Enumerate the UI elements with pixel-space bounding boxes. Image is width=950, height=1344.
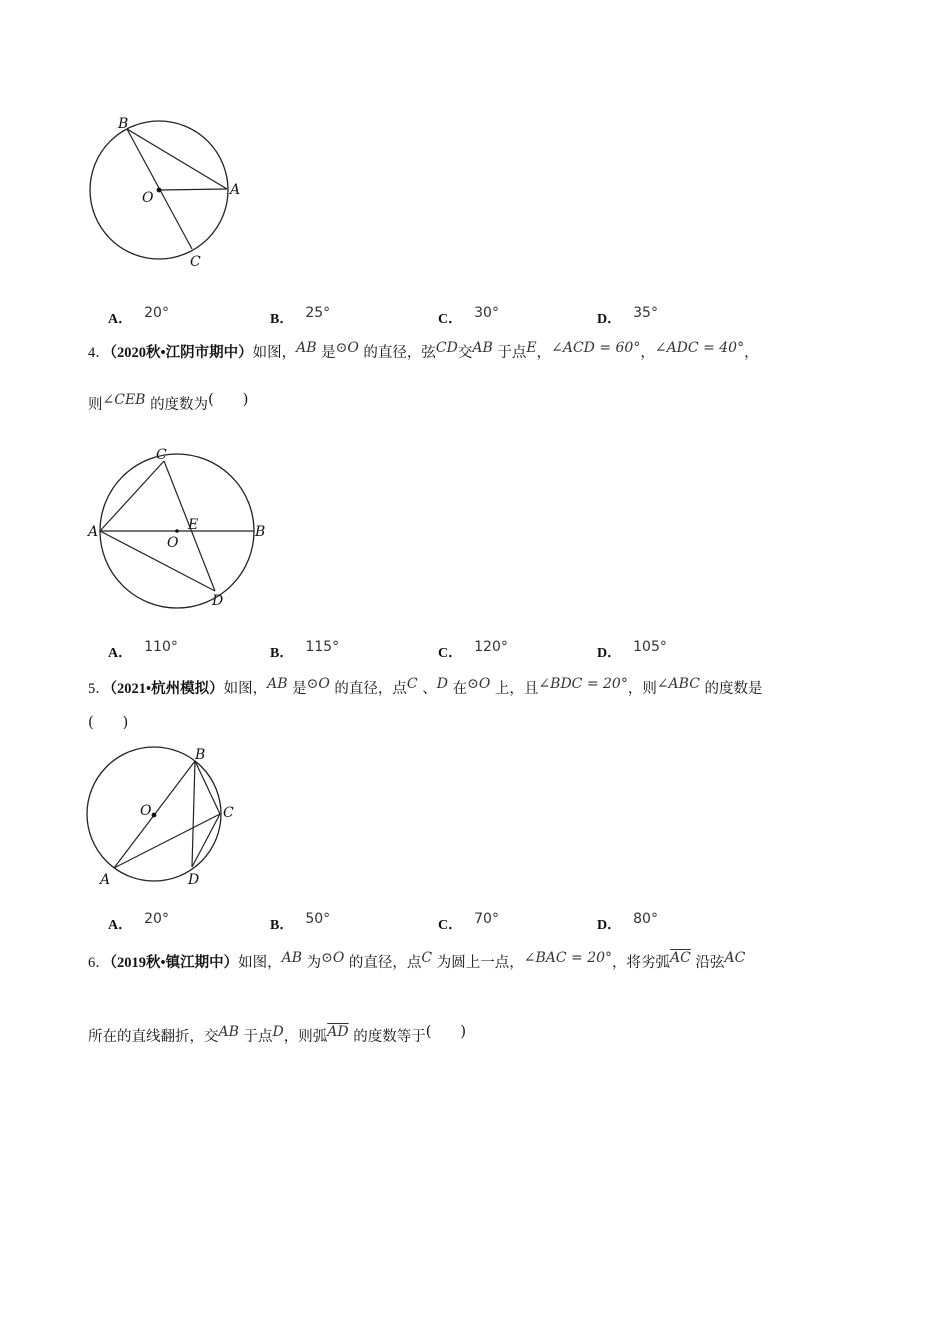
text: 所在的直线翻折，交 — [88, 1029, 219, 1045]
question-number: 5． — [88, 681, 110, 697]
choice-value: 105° — [633, 639, 667, 655]
q5-center-dot — [152, 813, 157, 818]
choice-label: A． — [108, 918, 133, 933]
text: ， — [744, 345, 759, 361]
q5-label-B: B — [195, 747, 206, 763]
math: AB — [267, 676, 288, 692]
text: 为 — [306, 955, 322, 971]
text: 、 — [422, 681, 437, 697]
text: 的直径，点 — [334, 681, 407, 697]
question-source: （2019秋•镇江期中） — [109, 955, 239, 971]
text: 则 — [88, 397, 103, 413]
q6-stem-line1 — [88, 952, 868, 974]
q4-label-O: O — [167, 535, 179, 551]
math: ∠BDC = 20° — [538, 676, 628, 692]
choice-value: 70° — [474, 911, 499, 927]
choice-value: 50° — [305, 911, 331, 927]
text: ，则 — [627, 681, 657, 697]
choice-label: B． — [270, 918, 294, 933]
text: 为圆上一点， — [436, 955, 524, 971]
q4-choices — [108, 639, 808, 666]
choice-label: B． — [270, 646, 294, 661]
choice-value: 20° — [144, 305, 169, 321]
q4-segment-AD — [100, 531, 215, 591]
choice-value: 120° — [474, 639, 508, 655]
q4-stem-line1 — [88, 342, 868, 364]
math: C — [406, 676, 418, 692]
choice-label: A． — [108, 646, 133, 661]
q3-choice-c[interactable] — [438, 305, 499, 328]
q3-center-dot — [157, 188, 162, 193]
text: 如图， — [223, 681, 268, 697]
math: ⊙O — [306, 676, 330, 692]
choice-value: 20° — [144, 911, 169, 927]
choice-label: A． — [108, 312, 133, 327]
q5-choice-a[interactable] — [108, 911, 169, 934]
q3-segment-BA — [127, 129, 227, 189]
q3-label-O: O — [142, 190, 154, 206]
question-source: （2020秋•江阴市期中） — [109, 345, 253, 361]
q4-label-A: A — [88, 524, 99, 540]
q5-label-A: A — [100, 872, 111, 888]
math: AB — [296, 340, 317, 356]
math: D — [272, 1024, 284, 1040]
text: ，则弧 — [283, 1029, 328, 1045]
math: ∠ADC = 40° — [654, 340, 745, 356]
choice-value: 80° — [633, 911, 658, 927]
q4-center-dot — [175, 529, 179, 533]
q4-label-C: C — [156, 447, 167, 463]
answer-blank: ( ) — [208, 392, 249, 408]
q5-choice-b[interactable] — [270, 911, 331, 934]
text: 的度数为 — [150, 397, 209, 413]
q5-choice-c[interactable] — [438, 911, 499, 934]
answer-blank: ( ) — [88, 715, 129, 731]
q3-label-A: A — [230, 182, 241, 198]
text: 在 — [452, 681, 468, 697]
math: ∠ACD = 60° — [551, 340, 641, 356]
q4-label-B: B — [255, 524, 266, 540]
q5-segment-BC — [195, 761, 220, 814]
math: C — [421, 950, 433, 966]
math: CD — [435, 340, 458, 356]
math: ∠BAC = 20° — [523, 950, 613, 966]
text: 沿弦 — [695, 955, 725, 971]
text: 的度数是 — [704, 681, 763, 697]
math-arc: $\overline{AC}$ — [670, 950, 691, 966]
math: ⊙O — [321, 950, 345, 966]
choice-value: 30° — [474, 305, 499, 321]
text: 的度数等于 — [353, 1029, 426, 1045]
question-number: 4． — [88, 345, 110, 361]
math: ∠ABC — [656, 676, 700, 692]
q5-figure — [84, 742, 254, 892]
q5-stem-line1 — [88, 678, 868, 700]
text: ，将劣弧 — [612, 955, 671, 971]
text: 于点 — [243, 1029, 273, 1045]
math: D — [436, 676, 448, 692]
q6-stem-line2 — [88, 1026, 868, 1048]
text: 的直径，点 — [348, 955, 422, 971]
q4-choice-a[interactable] — [108, 639, 178, 662]
math: ∠CEB — [102, 392, 146, 408]
question-number: 6． — [88, 955, 110, 971]
text: 交 — [457, 345, 473, 361]
q3-choice-d[interactable] — [597, 305, 658, 328]
q4-label-D: D — [212, 593, 224, 609]
q5-choice-d[interactable] — [597, 911, 658, 934]
choice-label: D． — [597, 646, 622, 661]
q5-label-D: D — [188, 872, 200, 888]
q3-label-B: B — [118, 116, 129, 132]
math: AC — [724, 950, 746, 966]
q5-label-O: O — [140, 803, 152, 819]
math: AB — [281, 950, 302, 966]
q4-choice-b[interactable] — [270, 639, 340, 662]
q4-figure — [86, 445, 271, 610]
q4-choice-d[interactable] — [597, 639, 667, 662]
choice-value: 35° — [633, 305, 658, 321]
text: ， — [640, 345, 655, 361]
text: 如图， — [252, 345, 297, 361]
text: 于点 — [497, 345, 527, 361]
text: ， — [536, 345, 552, 361]
choice-label: C． — [438, 646, 463, 661]
question-source: （2021•杭州模拟） — [109, 681, 224, 697]
q3-segment-OA — [159, 189, 227, 190]
choice-label: D． — [597, 918, 622, 933]
q3-label-C: C — [190, 254, 201, 270]
q4-choice-c[interactable] — [438, 639, 508, 662]
math: E — [526, 340, 537, 356]
math: ⊙O — [335, 340, 359, 356]
q3-figure — [80, 110, 260, 275]
q5-label-C: C — [223, 805, 234, 821]
math: AB — [472, 340, 493, 356]
text: 是 — [321, 345, 336, 361]
q3-choice-b[interactable] — [270, 305, 331, 328]
q4-stem-line2 — [88, 394, 868, 416]
choice-value: 25° — [305, 305, 331, 321]
choice-value: 110° — [144, 639, 178, 655]
text: 的直径，弦 — [363, 345, 436, 361]
text: 如图， — [238, 955, 282, 971]
q3-choices — [108, 305, 808, 332]
q5-segment-AC — [114, 814, 220, 868]
choice-label: C． — [438, 312, 463, 327]
choice-label: D． — [597, 312, 622, 327]
answer-blank: ( ) — [425, 1024, 467, 1040]
math: AB — [218, 1024, 239, 1040]
q5-segment-BD — [192, 761, 195, 867]
q5-stem-line2 — [88, 712, 868, 734]
q4-label-E: E — [188, 517, 199, 533]
text: 是 — [292, 681, 307, 697]
choice-value: 115° — [305, 639, 340, 655]
math: ⊙O — [467, 676, 491, 692]
q3-choice-a[interactable] — [108, 305, 169, 328]
q5-choices — [108, 911, 808, 938]
choice-label: B． — [270, 312, 294, 327]
choice-label: C． — [438, 918, 463, 933]
math-arc: $\overline{AD}$ — [327, 1024, 349, 1040]
q4-segment-AC — [100, 461, 164, 531]
text: 上，且 — [494, 681, 539, 697]
